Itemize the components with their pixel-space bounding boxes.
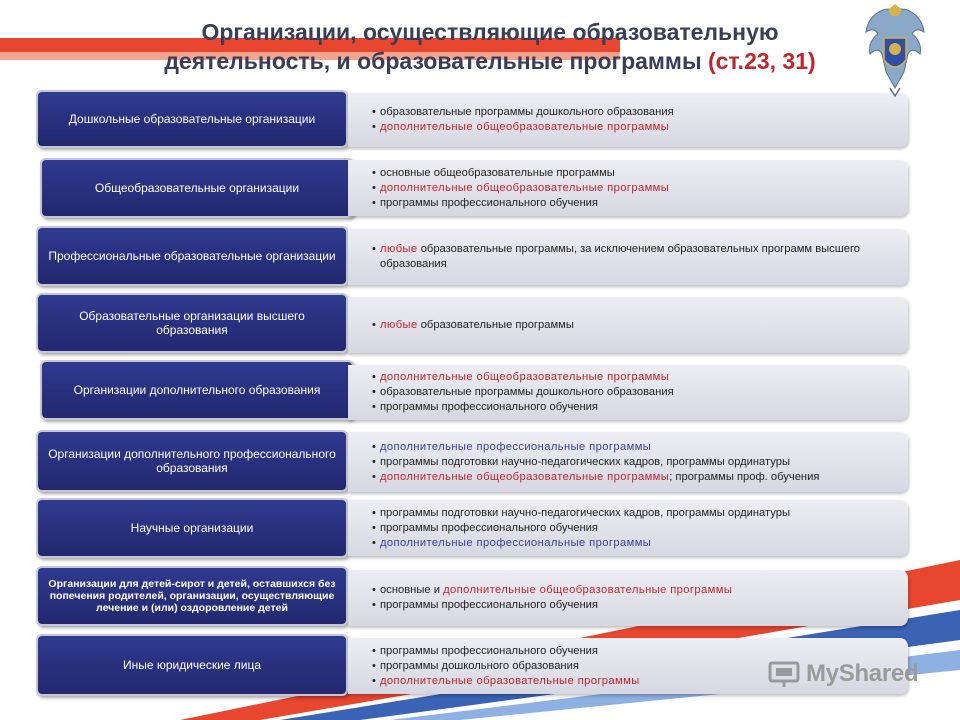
program-item <box>374 196 898 211</box>
projector-icon <box>768 659 800 689</box>
watermark-text: MyShared <box>806 660 919 687</box>
program-highlight: дополнительные общеобразовательные программы <box>380 371 670 383</box>
program-item <box>374 370 898 385</box>
program-text: образовательные программы <box>417 318 574 331</box>
program-item <box>374 440 898 455</box>
org-row-professional <box>36 226 908 286</box>
program-item <box>374 583 898 598</box>
org-row-preschool <box>36 90 908 148</box>
program-text: основные и <box>380 584 444 596</box>
programs-box <box>348 229 908 285</box>
program-text: основные общеобразовательные программы <box>380 166 615 179</box>
org-row-additional-professional <box>36 430 908 492</box>
program-text: образовательные программы дошкольного образования <box>380 106 674 118</box>
program-text: программы подготовки научно-педагогических кадров, программы ординатуры <box>380 506 790 519</box>
program-item <box>374 521 898 536</box>
program-highlight: дополнительные профессиональные программы <box>380 440 652 453</box>
double-headed-eagle-emblem-icon <box>862 2 928 98</box>
program-highlight: дополнительные общеобразовательные программы <box>380 470 670 483</box>
programs-box <box>348 160 908 216</box>
program-item <box>374 242 898 272</box>
watermark <box>768 654 933 694</box>
org-label: Иные юридические лица <box>36 634 348 696</box>
program-item <box>374 181 898 196</box>
org-label: Общеобразовательные организации <box>40 158 354 218</box>
program-item <box>374 400 898 415</box>
program-text: программы подготовки научно-педагогических кадров, программы ординатуры <box>380 455 790 468</box>
programs-box <box>348 93 908 147</box>
program-item <box>374 105 898 120</box>
program-item <box>374 455 898 470</box>
org-label: Организации дополнительного образования <box>40 360 354 420</box>
program-item <box>374 506 898 521</box>
org-label: Дошкольные образовательные организации <box>36 90 348 148</box>
org-row-orphans <box>36 566 908 626</box>
program-text: программы профессионального обучения <box>380 599 598 611</box>
program-highlight: любые <box>380 318 418 331</box>
programs-box <box>348 570 908 626</box>
program-text: программы профессионального обучения <box>380 196 598 209</box>
org-label: Образовательные организации высшего образования <box>36 293 348 353</box>
programs-box <box>348 297 908 353</box>
program-item <box>374 536 898 551</box>
program-item <box>374 598 898 613</box>
program-item <box>374 470 898 485</box>
org-row-additional <box>36 360 908 420</box>
program-highlight: дополнительные общеобразовательные программы <box>380 121 670 133</box>
org-label: Организации для детей-сирот и детей, оставшихся без попечения родителей, организации, осуществляющие лечение и (или) оздоровление детей <box>36 566 348 626</box>
program-item <box>374 318 898 333</box>
program-text: образовательные программы, за исключением образовательных программ высшего образования <box>380 243 861 270</box>
program-text: программы профессионального обучения <box>380 521 598 534</box>
page-title <box>90 18 890 76</box>
program-item <box>374 385 898 400</box>
title-line-2 <box>90 47 890 76</box>
program-text: программы дошкольного образования <box>380 659 579 672</box>
program-item <box>374 120 898 135</box>
org-label: Организации дополнительного профессионального образования <box>36 430 348 492</box>
org-label: Научные организации <box>36 498 348 558</box>
program-text: программы профессионального обучения <box>380 401 598 413</box>
program-highlight: дополнительные образовательные программы <box>380 674 640 687</box>
title-article-ref: (ст.23, 31) <box>707 48 816 74</box>
program-highlight: дополнительные профессиональные программы <box>380 536 652 549</box>
title-line-2-main: деятельность, и образовательные программы <box>164 48 702 74</box>
programs-box <box>348 365 908 420</box>
program-highlight: любые <box>380 243 418 255</box>
org-label: Профессиональные образовательные организации <box>36 226 348 286</box>
program-highlight: дополнительные общеобразовательные программы <box>443 584 733 596</box>
org-row-general <box>36 158 908 218</box>
program-text: образовательные программы дошкольного образования <box>380 386 674 398</box>
programs-box <box>348 500 908 556</box>
program-text: программы профессионального обучения <box>380 644 598 657</box>
org-row-scientific <box>36 498 908 558</box>
program-item <box>374 166 898 181</box>
title-line-1: Организации, осуществляющие образовательную <box>201 19 779 45</box>
org-row-higher <box>36 293 908 353</box>
program-highlight: дополнительные общеобразовательные программы <box>380 181 670 194</box>
program-text: ; программы проф. обучения <box>669 470 820 483</box>
programs-box <box>348 432 908 492</box>
